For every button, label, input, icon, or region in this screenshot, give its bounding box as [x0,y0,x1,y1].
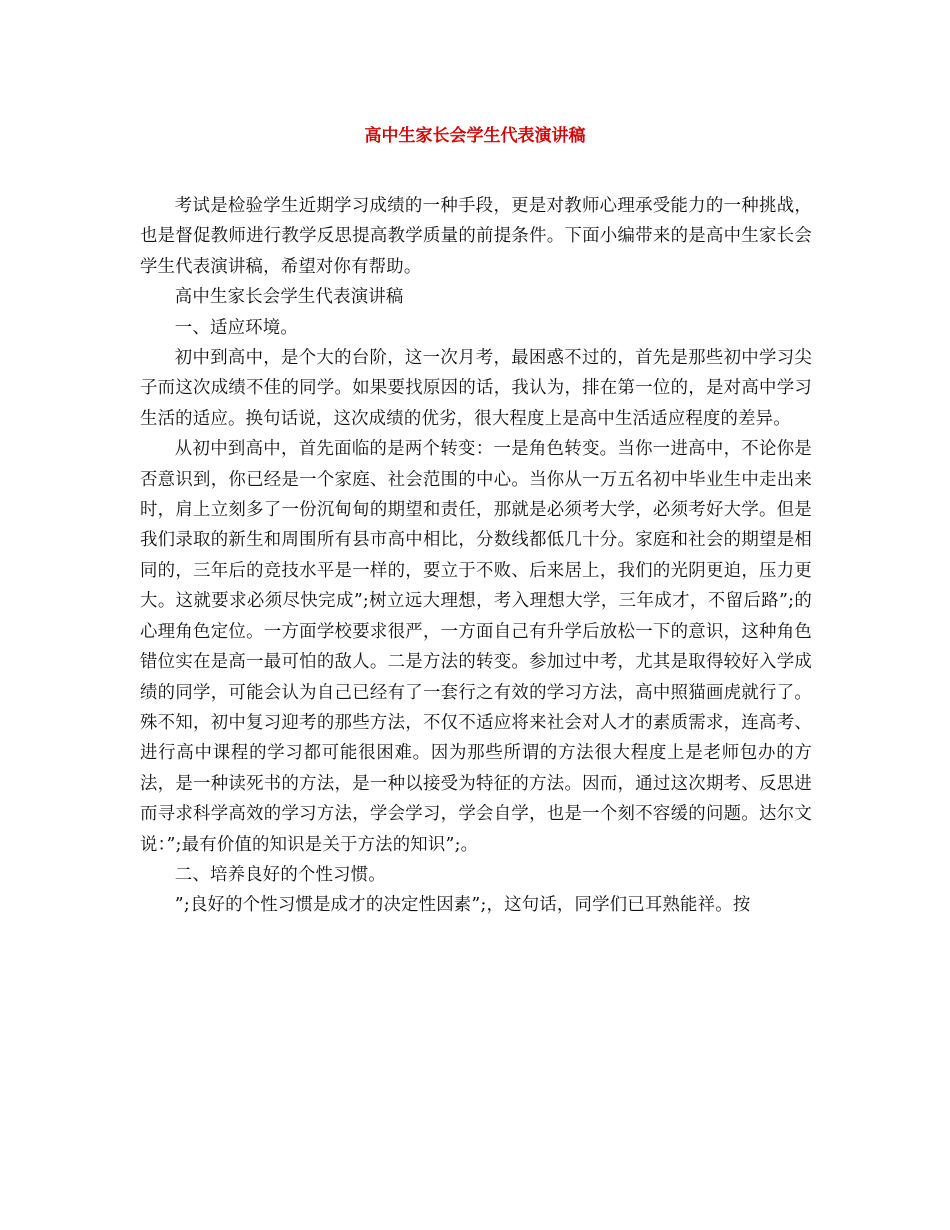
section-heading-1: 一、适应环境。 [174,317,298,338]
document-body [140,191,812,921]
body-paragraph: ”;良好的个性习惯是成才的决定性因素”;，这句话，同学们已耳熟能祥。按 [174,895,751,916]
speech-heading: 高中生家长会学生代表演讲稿 [174,287,404,308]
document-title: 高中生家长会学生代表演讲稿 [364,126,586,146]
body-paragraph: 从初中到高中，首先面临的是两个转变：一是角色转变。当你一进高中，不论你是否意识到，你已经是一个家庭、社会范围的中心。当你从一万五名初中毕业生中走出来时，肩上立刻多了一份沉甸甸的期望和责任，那就是必须考大学，必须考好大学。但是我们录取的新生和周围所有县市高中相比，分数线都低几十分。家庭和社会的期望是相同的，三年后的竞技水平是一样的，要立于不败、后来居上，我们的光阴更迫，压力更大。这就要求必须尽快完成”;树立远大理想，考入理想大学，三年成才，不留后路”;的心理角色定位。一方面学校要求很严，一方面自己有升学后放松一下的意识，这种角色错位实在是高一最可怕的敌人。二是方法的转变。参加过中考，尤其是取得较好入学成绩的同学，可能会认为自己已经有了一套行之有效的学习方法，高中照猫画虎就行了。殊不知，初中复习迎考的那些方法，不仅不适应将来社会对人才的素质需求，连高考、进行高中课程的学习都可能很困难。因为那些所谓的方法很大程度上是老师包办的方法，是一种读死书的方法，是一种以接受为特征的方法。因而，通过这次期考、反思进而寻求科学高效的学习方法，学会学习，学会自学，也是一个刻不容缓的问题。达尔文说：”;最有价值的知识是关于方法的知识”;。 [140,439,812,855]
body-paragraph: 初中到高中，是个大的台阶，这一次月考，最困惑不过的，首先是那些初中学习尖子而这次成绩不佳的同学。如果要找原因的话，我认为，排在第一位的，是对高中学习生活的适应。换句话说，这次成绩的优劣，很大程度上是高中生活适应程度的差异。 [140,348,812,429]
section-heading-2: 二、培养良好的个性习惯。 [174,864,386,885]
intro-paragraph: 考试是检验学生近期学习成绩的一种手段，更是对教师心理承受能力的一种挑战，也是督促教师进行教学反思提高教学质量的前提条件。下面小编带来的是高中生家长会学生代表演讲稿，希望对你有帮助。 [140,196,812,277]
